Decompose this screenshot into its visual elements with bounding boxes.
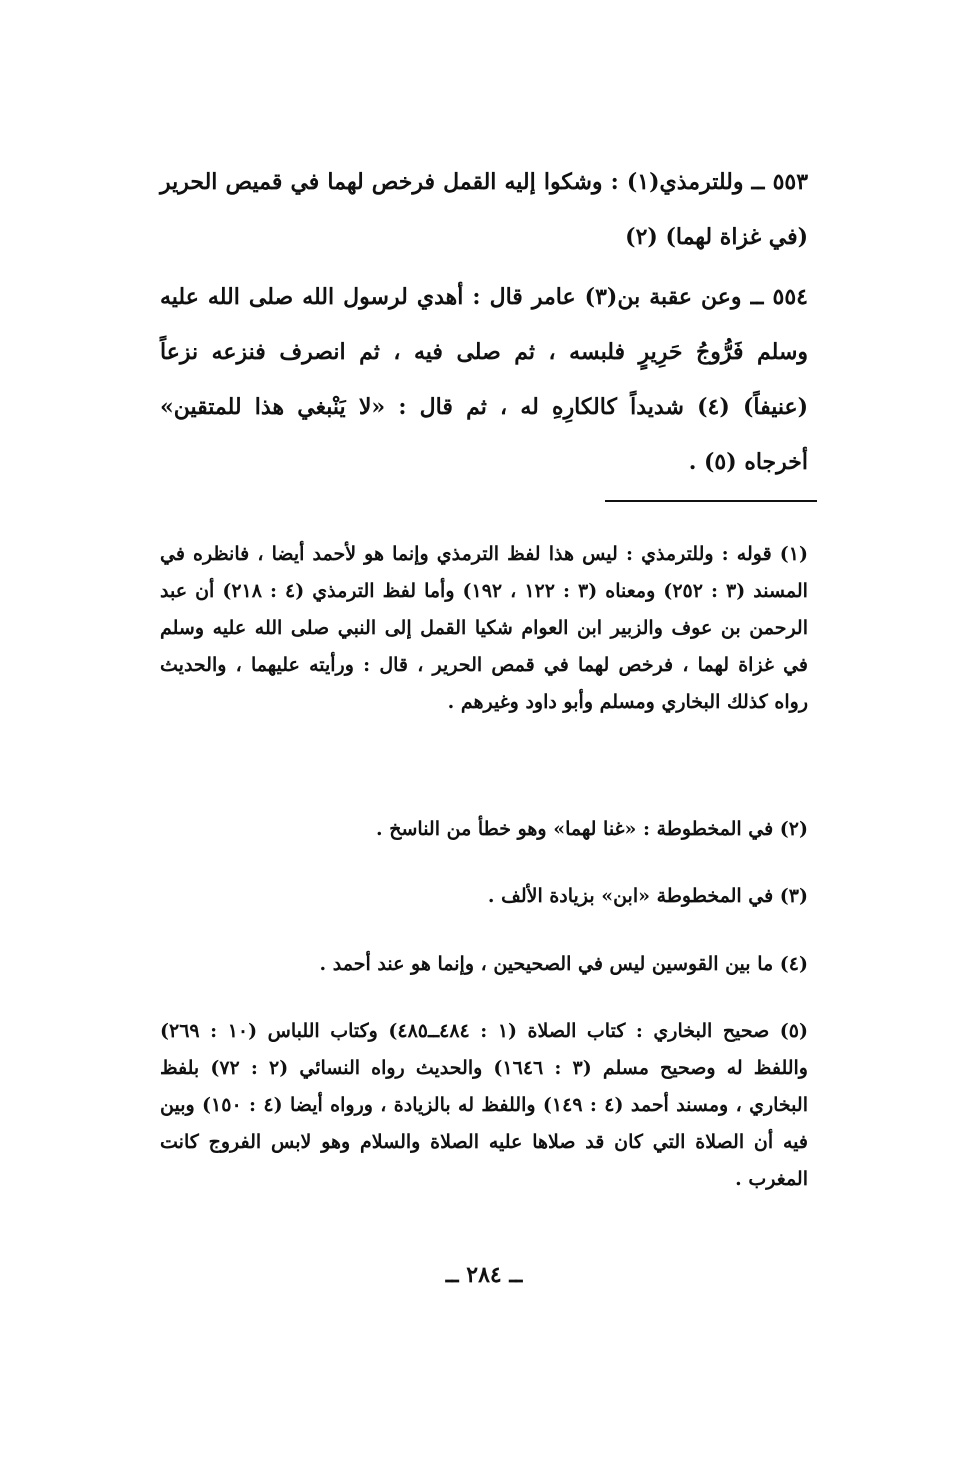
footnote-separator	[605, 500, 817, 502]
footnote-5: (٥) صحيح البخاري : كتاب الصلاة (١ : ٤٨٤ــ٤٨٥) وكتاب اللباس (١٠ : ٢٦٩) واللفظ له وصحيح مسلم (٣ : ١٦٤٦) والحديث رواه النسائي (٢ : ٧٢) بلفظ البخاري ، ومسند أحمد (٤ : ١٤٩) واللفظ له بالزيادة ، ورواه أيضا (٤ : ١٥٠) وبين فيه أن الصلاة التي كان قد صلاها عليه الصلاة والسلام وهو لابس الفروج كانت المغرب .	[160, 1020, 808, 1190]
hadith-553: ٥٥٣ ــ وللترمذي(١) : وشكوا إليه القمل فرخص لهما في قميص الحرير (في غزاة لهما) (٢)	[160, 169, 809, 250]
footnote-1: (١) قوله : وللترمذي : ليس هذا لفظ الترمذي وإنما هو لأحمد أيضا ، فانظره في المسند (٣ : ٢٥٢) ومعناه (٣ : ١٢٢ ، ١٩٢) وأما لفظ الترمذي (٤ : ٢١٨) أن عبد الرحمن بن عوف والزبير ابن العوام شكيا القمل إلى النبي صلى الله عليه وسلم في غزاة لهما ، فرخص لهما في قمص الحرير ، قال : ورأيته عليهما ، والحديث رواه كذلك البخاري ومسلم وأبو داود وغيرهم .	[160, 543, 808, 713]
footnote-2: (٢) في المخطوطة : «غنا لهما» وهو خطأ من الناسخ .	[375, 818, 808, 840]
footnote-3: (٣) في المخطوطة «ابن» بزيادة الألف .	[487, 885, 808, 907]
page-number: ــ ٢٨٤ ــ	[445, 1262, 523, 1288]
hadith-554: ٥٥٤ ــ وعن عقبة بن(٣) عامر قال : أهدي لرسول الله صلى الله عليه وسلم فَرُّوجُ حَرِيرٍ فلبسه ، ثم صلى فيه ، ثم انصرف فنزعه نزعاً (عنيفاً) (٤) شديداً كالكارِهِ له ، ثم قال : «لا يَنْبغي هذا للمتقين» أخرجاه (٥) .	[160, 284, 809, 475]
footnote-4: (٤) ما بين القوسين ليس في الصحيحين ، وإنما هو عند أحمد .	[319, 953, 808, 975]
